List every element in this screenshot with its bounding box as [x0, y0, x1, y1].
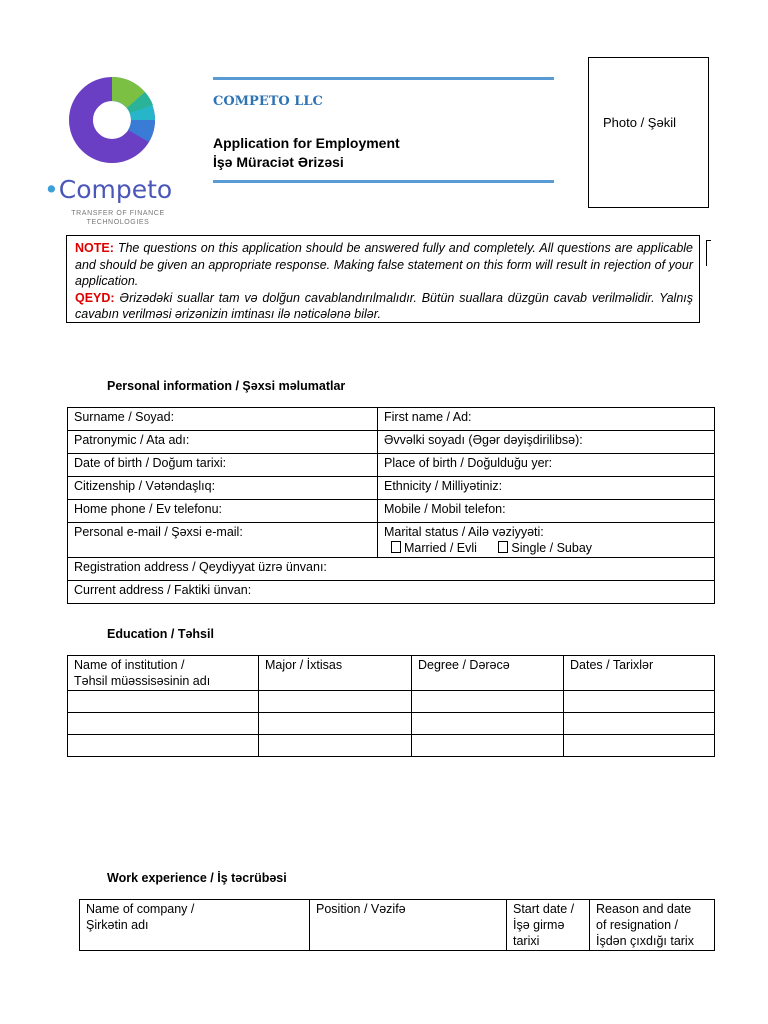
date-of-birth-field[interactable]: Date of birth / Doğum tarixi: — [68, 454, 378, 477]
table-cell[interactable] — [68, 735, 259, 757]
qeyd-text: Ərizədəki suallar tam və dolğun cavablandırılmalıdır. Bütün suallara düzgün cavab verilməlidir. Yalnış cavabın verilməsi ərizənizin imtinası ilə nəticələnə bilər. — [75, 290, 693, 321]
home-phone-field[interactable]: Home phone / Ev telefonu: — [68, 500, 378, 523]
surname-field[interactable]: Surname / Soyad: — [68, 408, 378, 431]
header-line: Reason and date — [596, 902, 692, 916]
header-line: tarixi — [513, 934, 540, 948]
email-field[interactable]: Personal e-mail / Şəxsi e-mail: — [68, 523, 378, 558]
competo-logo — [44, 72, 180, 228]
note-label: NOTE: — [75, 241, 114, 255]
header-line: Şirkətin adı — [86, 918, 149, 932]
table-header-row — [68, 656, 715, 691]
table-cell[interactable] — [68, 713, 259, 735]
degree-column-header: Degree / Dərəcə — [412, 656, 564, 691]
table-cell[interactable] — [259, 735, 412, 757]
citizenship-field[interactable]: Citizenship / Vətəndaşlıq: — [68, 477, 378, 500]
title-azerbaijani: İşə Müraciət Ərizəsi — [213, 154, 344, 170]
registration-address-field[interactable]: Registration address / Qeydiyyat üzrə ünvanı: — [68, 558, 715, 581]
single-label: Single / Subay — [511, 541, 593, 555]
table-row — [68, 408, 715, 431]
table-cell[interactable] — [412, 713, 564, 735]
start-date-column-header — [507, 900, 590, 951]
institution-column-header — [68, 656, 259, 691]
table-row — [68, 558, 715, 581]
table-row — [68, 735, 715, 757]
table-cell[interactable] — [412, 735, 564, 757]
table-row — [68, 431, 715, 454]
personal-info-table — [67, 407, 715, 604]
note-frame-corner — [706, 240, 711, 266]
table-row — [68, 581, 715, 604]
marital-status-field — [378, 523, 715, 558]
table-cell[interactable] — [412, 691, 564, 713]
place-of-birth-field[interactable]: Place of birth / Doğulduğu yer: — [378, 454, 715, 477]
personal-info-heading: Personal information / Şəxsi məlumatlar — [107, 379, 346, 393]
table-cell[interactable] — [564, 691, 715, 713]
table-row — [68, 691, 715, 713]
mobile-field[interactable]: Mobile / Mobil telefon: — [378, 500, 715, 523]
education-table — [67, 655, 715, 757]
company-name: COMPETO LLC — [213, 94, 323, 109]
table-header-row — [80, 900, 715, 951]
first-name-field[interactable]: First name / Ad: — [378, 408, 715, 431]
married-label: Married / Evli — [404, 541, 477, 555]
table-row — [68, 713, 715, 735]
table-cell[interactable] — [68, 691, 259, 713]
header-line: İşdən çıxdığı tarix — [596, 934, 694, 948]
header-line: of resignation / — [596, 918, 678, 932]
note-text: The questions on this application should be answered fully and completely. All questions are applicable and should be given an appropriate response. Making false statement on this form will result in rejection of your application. — [75, 241, 693, 288]
logo-wordmark: •Competo — [44, 175, 173, 204]
previous-surname-field[interactable]: Əvvəlki soyadı (Əgər dəyişdirilibsə): — [378, 431, 715, 454]
patronymic-field[interactable]: Patronymic / Ata adı: — [68, 431, 378, 454]
header-rule-top — [213, 77, 554, 80]
work-experience-heading: Work experience / İş təcrübəsi — [107, 871, 287, 885]
table-row — [68, 500, 715, 523]
major-column-header: Major / İxtisas — [259, 656, 412, 691]
application-title — [213, 134, 400, 172]
current-address-field[interactable]: Current address / Faktiki ünvan: — [68, 581, 715, 604]
single-checkbox[interactable] — [498, 541, 508, 553]
note-box — [66, 235, 700, 323]
header-line: İşə girmə — [513, 918, 565, 932]
table-row — [68, 454, 715, 477]
table-cell[interactable] — [259, 691, 412, 713]
competo-ring-icon — [67, 72, 157, 168]
marital-status-label: Marital status / Ailə vəziyyəti: — [384, 525, 544, 539]
work-experience-table — [79, 899, 715, 951]
table-cell[interactable] — [564, 713, 715, 735]
title-english: Application for Employment — [213, 135, 400, 151]
table-cell[interactable] — [259, 713, 412, 735]
table-cell[interactable] — [564, 735, 715, 757]
resignation-column-header — [590, 900, 715, 951]
table-row — [68, 477, 715, 500]
married-checkbox[interactable] — [391, 541, 401, 553]
dates-column-header: Dates / Tarixlər — [564, 656, 715, 691]
position-column-header: Position / Vəzifə — [310, 900, 507, 951]
marital-options — [384, 540, 708, 556]
qeyd-label: QEYD: — [75, 290, 115, 305]
ethnicity-field[interactable]: Ethnicity / Milliyətiniz: — [378, 477, 715, 500]
logo-tagline: TRANSFER OF FINANCE TECHNOLOGIES — [71, 210, 165, 226]
photo-label: Photo / Şəkil — [603, 115, 676, 130]
header-rule-bottom — [213, 180, 554, 183]
header-line: Start date / — [513, 902, 575, 916]
photo-box[interactable] — [588, 57, 709, 208]
header-line: Name of institution / — [74, 658, 185, 672]
header-line: Təhsil müəssisəsinin adı — [74, 674, 211, 688]
header-line: Name of company / — [86, 902, 195, 916]
company-column-header — [80, 900, 310, 951]
education-heading: Education / Təhsil — [107, 627, 214, 641]
table-row — [68, 523, 715, 558]
